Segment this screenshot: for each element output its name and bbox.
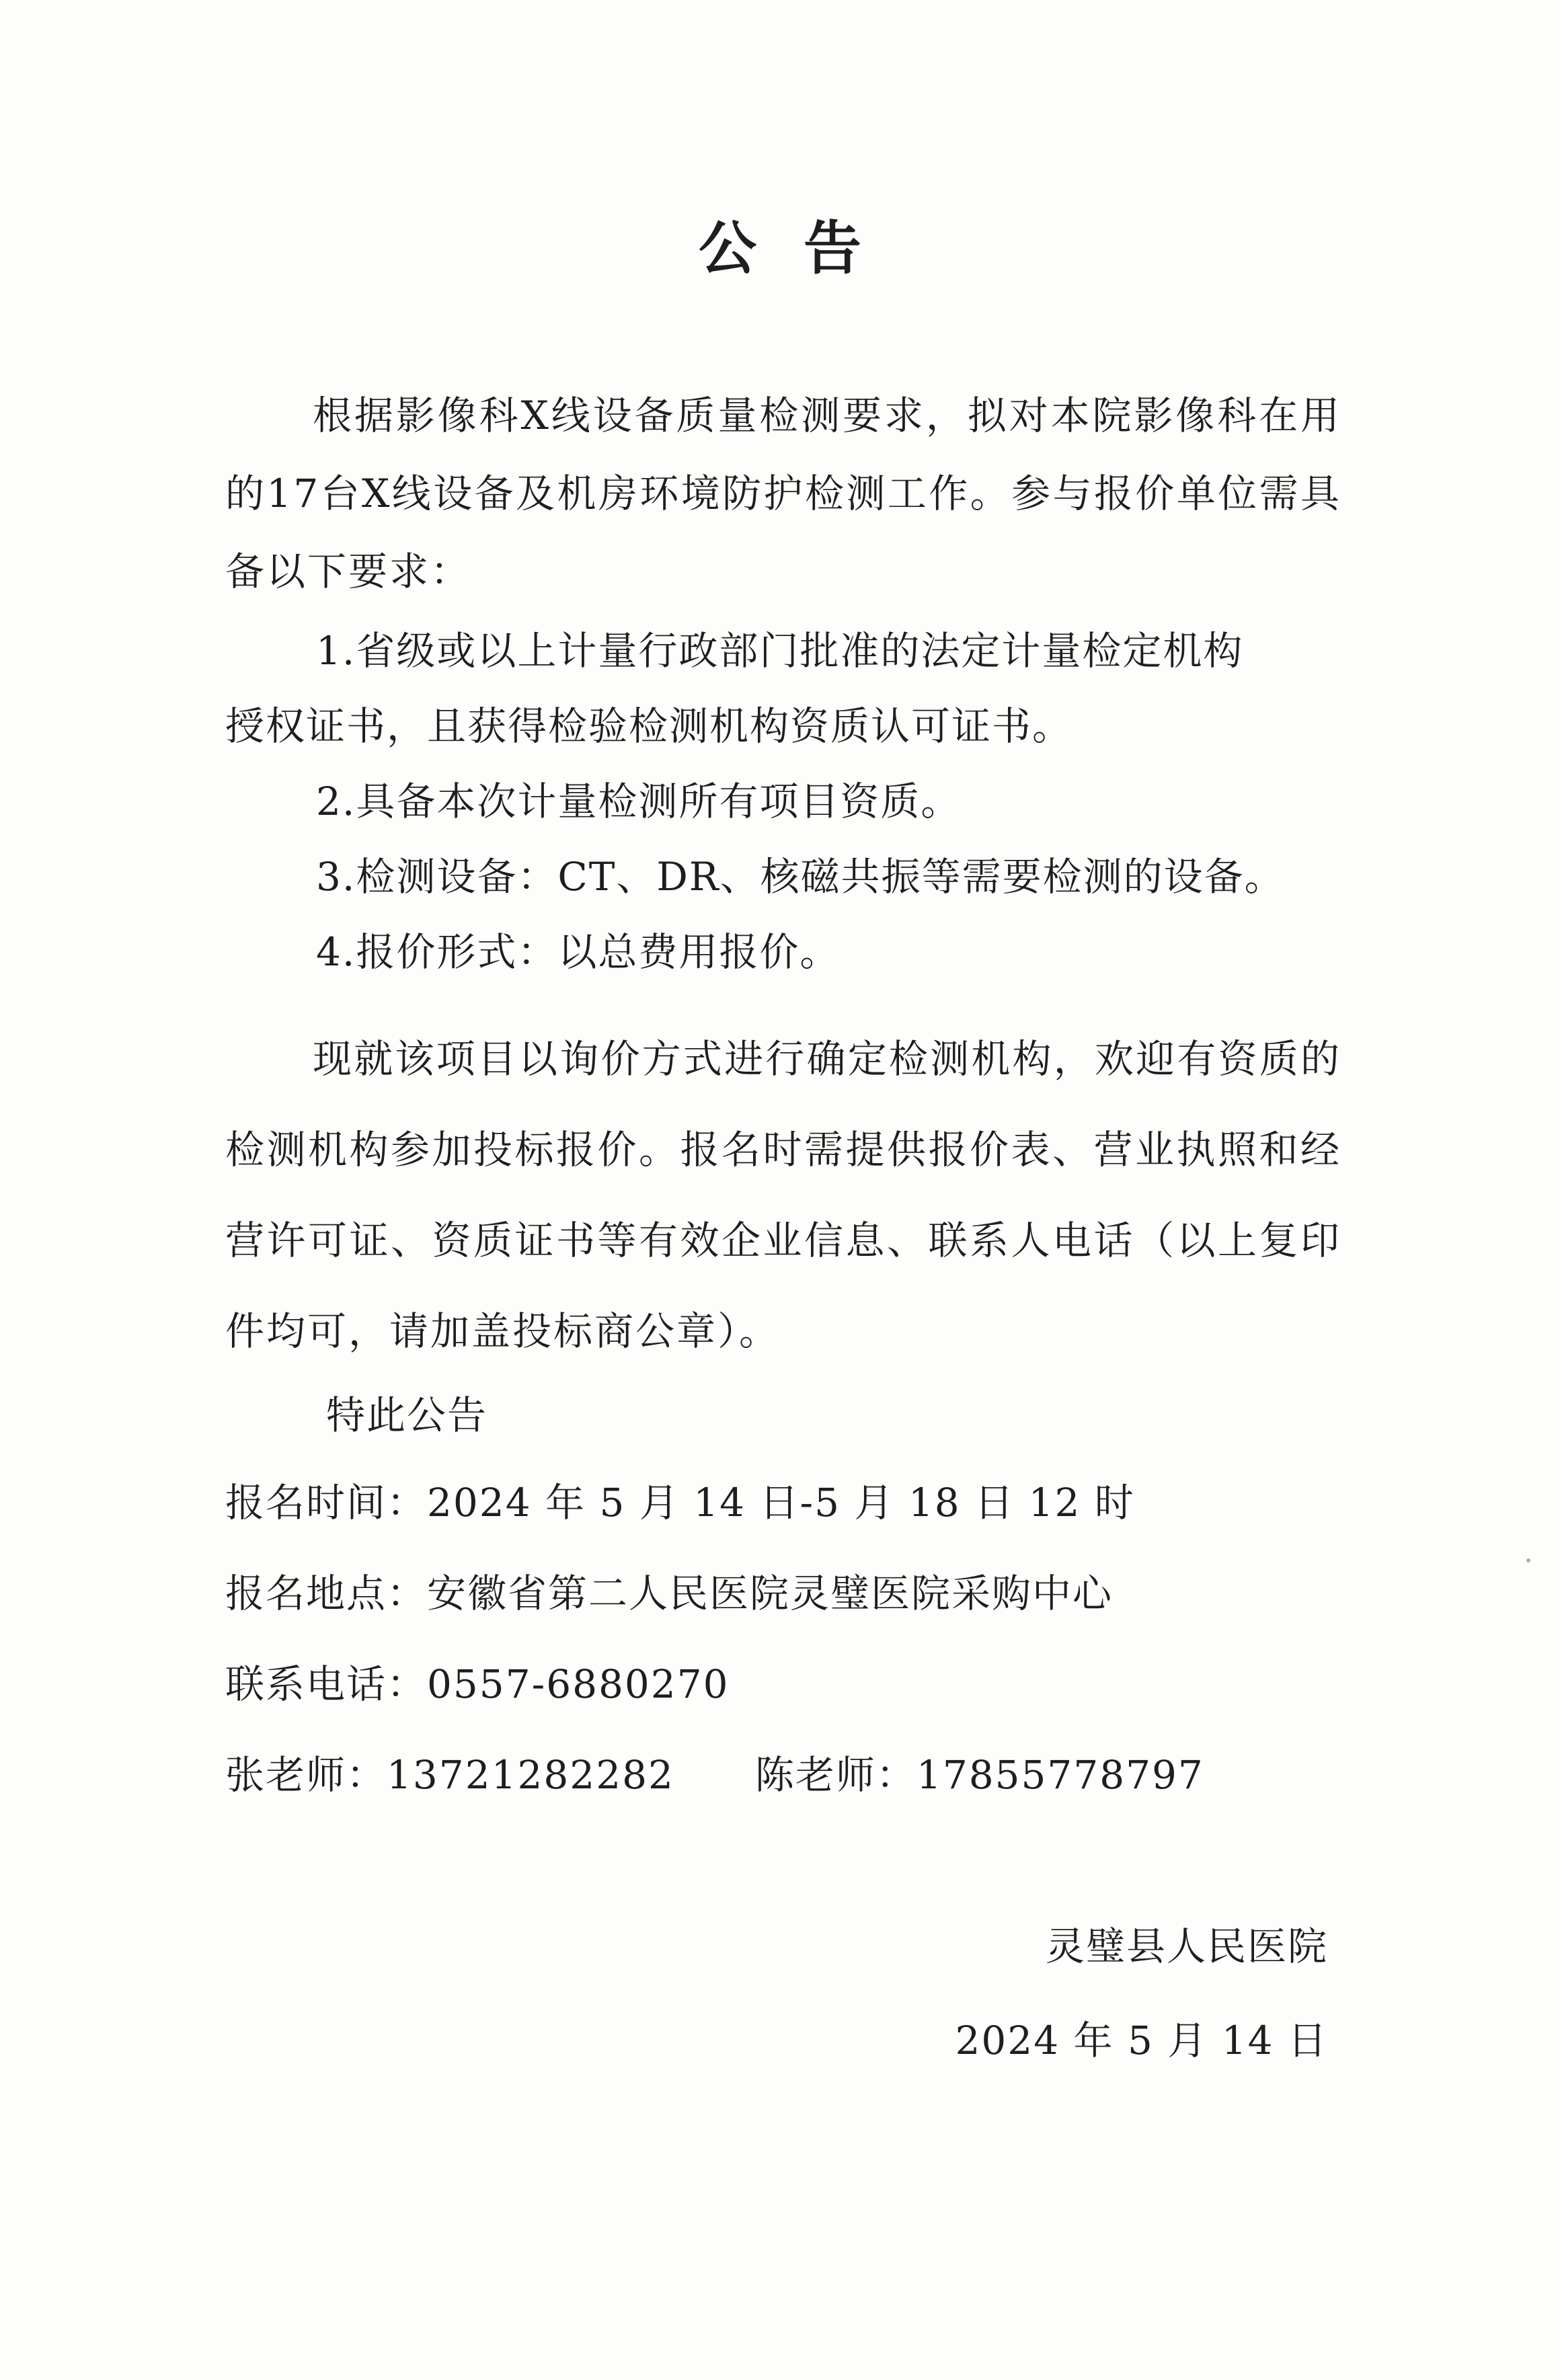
scan-speck <box>1526 1558 1530 1562</box>
requirement-4: 4.报价形式：以总费用报价。 <box>316 929 841 975</box>
requirement-1-continued: 授权证书，且获得检验检测机构资质认可证书。 <box>225 703 1073 749</box>
requirement-2: 2.具备本次计量检测所有项目资质。 <box>316 779 962 824</box>
contact-zhang: 张老师：13721282282 <box>225 1752 674 1798</box>
notice-title: 公告 <box>699 214 908 282</box>
requirement-1: 1.省级或以上计量行政部门批准的法定计量检定机构 <box>316 628 1244 674</box>
issuer: 灵璧县人民医院 <box>1045 1923 1328 1969</box>
contact-chen: 陈老师：17855778797 <box>754 1752 1204 1798</box>
issue-date: 2024 年 5 月 14 日 <box>955 2018 1328 2063</box>
contact-phone: 联系电话：0557-6880270 <box>225 1661 730 1707</box>
registration-place: 报名地点：安徽省第二人民医院灵璧医院采购中心 <box>225 1571 1114 1616</box>
registration-time: 报名时间：2024 年 5 月 14 日-5 月 18 日 12 时 <box>225 1480 1135 1525</box>
closing-text: 特此公告 <box>326 1392 488 1438</box>
requirement-3: 3.检测设备：CT、DR、核磁共振等需要检测的设备。 <box>316 854 1285 900</box>
contact-persons <box>225 1748 1204 1802</box>
intro-paragraph: 根据影像科X线设备质量检测要求，拟对本院影像科在用的17台X线设备及机房环境防护检测工作。参与报价单位需具备以下要求： <box>225 393 1341 594</box>
body-paragraph: 现就该项目以询价方式进行确定检测机构，欢迎有资质的检测机构参加投标报价。报名时需提供报价表、营业执照和经营许可证、资质证书等有效企业信息、联系人电话（以上复印件均可，请加盖投标商公章）。 <box>225 1036 1341 1354</box>
